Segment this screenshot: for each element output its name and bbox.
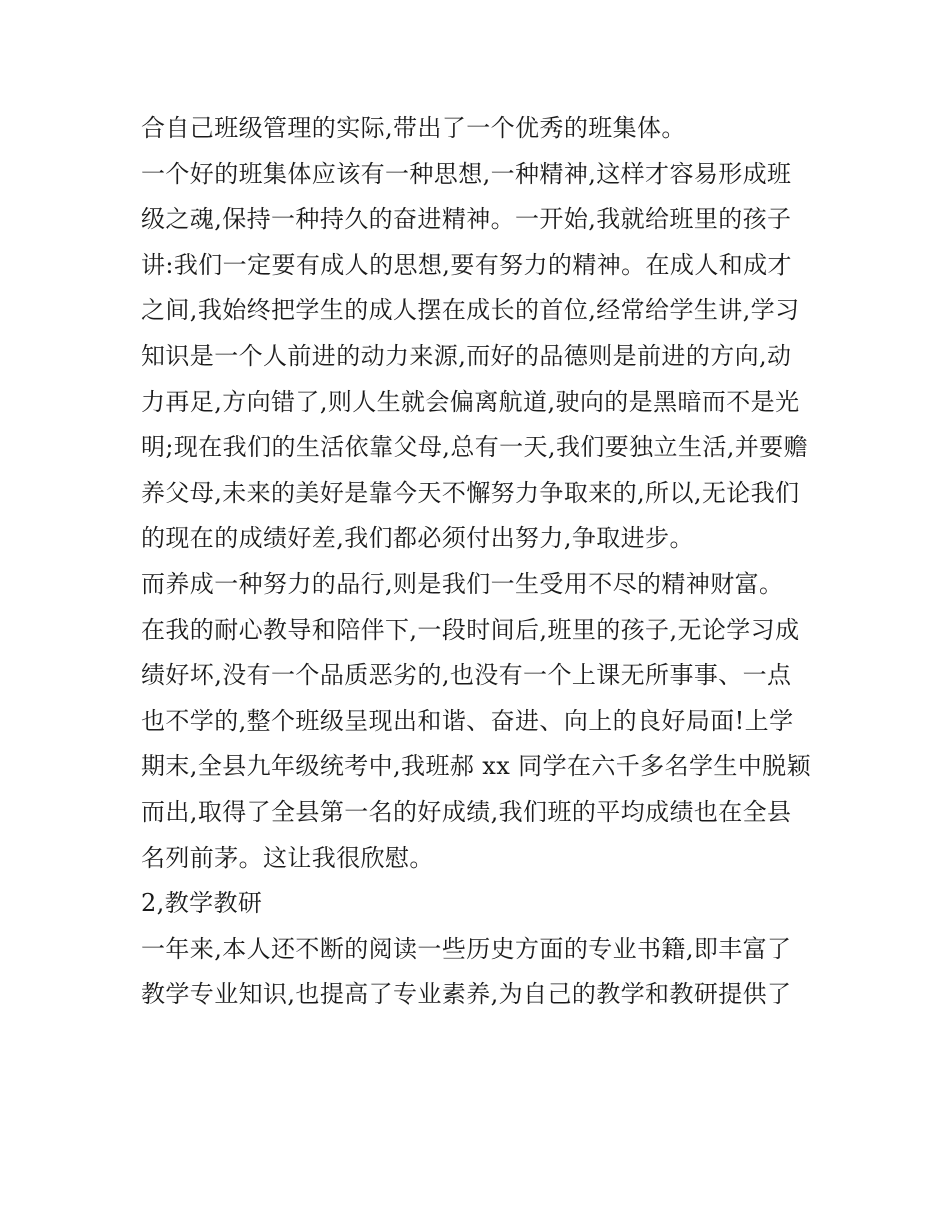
text-line: 的现在的成绩好差,我们都必须付出努力,争取进步。 (141, 524, 694, 553)
text-line: 合自己班级管理的实际,带出了一个优秀的班集体。 (141, 114, 686, 142)
text-line: 明;现在我们的生活依靠父母,总有一天,我们要独立生活,并要赡 (141, 433, 808, 462)
text-line: 养父母,未来的美好是靠今天不懈努力争取来的,所以,无论我们 (141, 478, 800, 507)
text-line: 也不学的,整个班级呈现出和谐、奋进、向上的良好局面!上学 (141, 706, 794, 735)
text-line: 教学专业知识,也提高了专业素养,为自己的教学和教研提供了 (141, 980, 792, 1009)
text-line: 之间,我始终把学生的成人摆在成长的首位,经常给学生讲,学习 (141, 296, 800, 325)
text-line: 而出,取得了全县第一名的好成绩,我们班的平均成绩也在全县 (141, 797, 792, 826)
text-line: 名列前茅。这让我很欣慰。 (141, 843, 434, 872)
text-line: 在我的耐心教导和陪伴下,一段时间后,班里的孩子,无论学习成 (141, 615, 800, 644)
text-line: 一年来,本人还不断的阅读一些历史方面的专业书籍,即丰富了 (141, 934, 792, 963)
text-line: 讲:我们一定要有成人的思想,要有努力的精神。在成人和成才 (141, 250, 792, 279)
document-body-text (141, 106, 821, 1018)
text-line: 知识是一个人前进的动力来源,而好的品德则是前进的方向,动 (141, 341, 792, 370)
text-line: 级之魂,保持一种持久的奋进精神。一开始,我就给班里的孩子 (141, 205, 792, 234)
text-line: 期末,全县九年级统考中,我班郝 xx 同学在六千多名学生中脱颖 (141, 752, 811, 781)
section-heading: 2,教学教研 (141, 889, 263, 918)
text-line: 一个好的班集体应该有一种思想,一种精神,这样才容易形成班 (141, 159, 792, 188)
text-line: 力再足,方向错了,则人生就会偏离航道,驶向的是黑暗而不是光 (141, 387, 800, 416)
text-line: 而养成一种努力的品行,则是我们一生受用不尽的精神财富。 (141, 569, 784, 598)
text-line: 绩好坏,没有一个品质恶劣的,也没有一个上课无所事事、一点 (141, 661, 792, 690)
